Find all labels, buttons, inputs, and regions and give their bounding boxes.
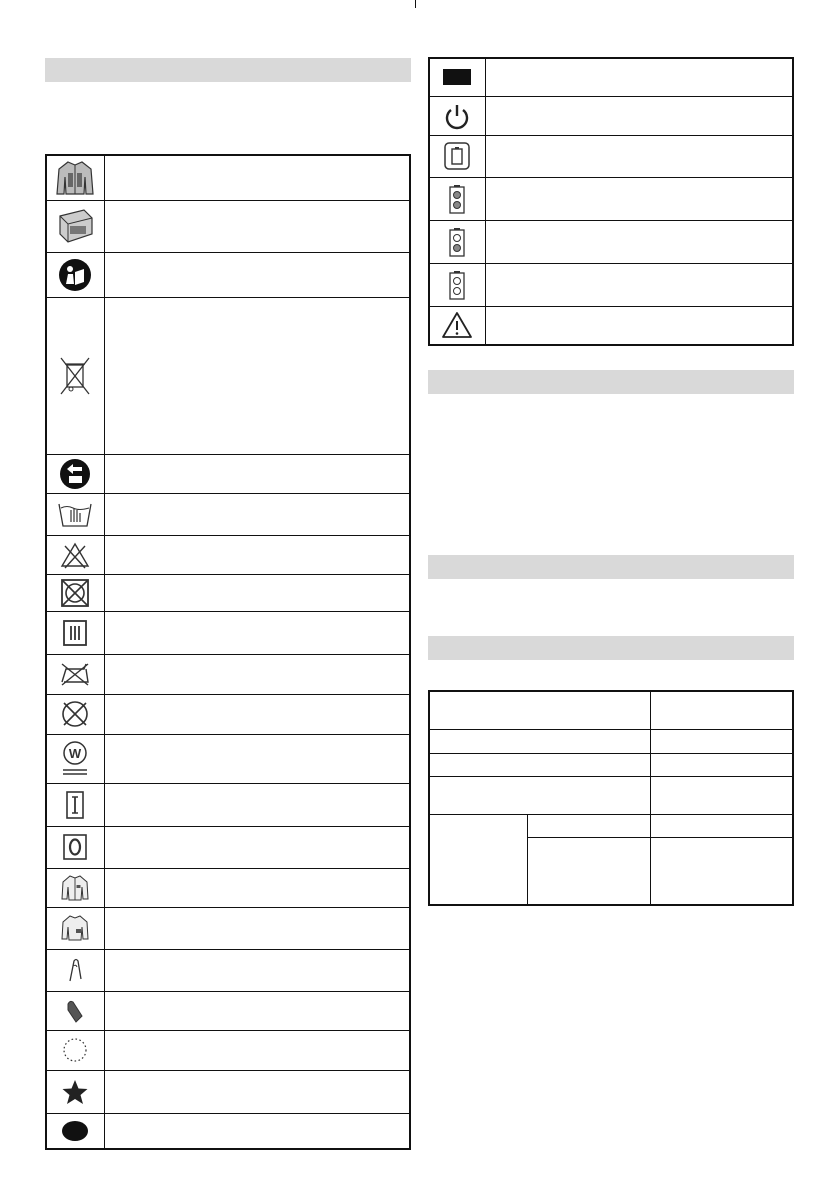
table-cell [650, 729, 793, 753]
list-item [104, 783, 410, 826]
table-row [46, 574, 410, 611]
list-item [104, 654, 410, 694]
list-item [104, 535, 410, 574]
heated-jacket-icon [46, 155, 104, 200]
do-not-tumble-dry-icon [46, 574, 104, 611]
list-item [104, 907, 410, 949]
table-row [46, 826, 410, 868]
table-cell [429, 776, 650, 814]
table-cell [650, 691, 793, 729]
list-item [104, 155, 410, 200]
table-row [46, 654, 410, 694]
list-item [104, 493, 410, 535]
table-row [429, 691, 793, 729]
power-icon [429, 96, 485, 135]
list-item [485, 177, 793, 220]
table-cell [527, 814, 650, 837]
list-item [104, 734, 410, 783]
list-item [104, 1030, 410, 1070]
hand-wash-icon [46, 493, 104, 535]
table-row [429, 58, 793, 96]
solid-dot-icon [46, 1113, 104, 1149]
battery-charger-icon [46, 200, 104, 252]
table-cell [527, 837, 650, 905]
list-item [104, 949, 410, 991]
table-row [46, 783, 410, 826]
list-item [104, 252, 410, 297]
list-item [104, 991, 410, 1030]
table-row [429, 306, 793, 345]
section-header-bar [45, 58, 411, 82]
list-item [485, 96, 793, 135]
table-row [46, 694, 410, 734]
list-item [104, 574, 410, 611]
table-row [46, 252, 410, 297]
list-item [104, 611, 410, 654]
section-header-bar [428, 370, 794, 394]
table-row [429, 814, 793, 837]
table-cell [650, 837, 793, 905]
do-not-dry-clean-icon [46, 694, 104, 734]
list-item [104, 200, 410, 252]
jacket-front-icon [46, 868, 104, 907]
list-item [485, 220, 793, 263]
list-item [485, 306, 793, 345]
table-row [429, 177, 793, 220]
list-item [104, 1113, 410, 1149]
section-header-bar [428, 555, 794, 579]
jacket-back-icon [46, 907, 104, 949]
black-rectangle-icon [429, 58, 485, 96]
table-row [46, 1113, 410, 1149]
recycle-return-icon [46, 454, 104, 493]
flashing-light-icon [46, 1030, 104, 1070]
battery-two-lights-icon [429, 177, 485, 220]
list-item [485, 135, 793, 177]
table-row [429, 220, 793, 263]
symbol-table-right [428, 57, 794, 346]
table-row [46, 734, 410, 783]
list-item [104, 1070, 410, 1113]
table-row [429, 753, 793, 776]
battery-one-light-icon [429, 220, 485, 263]
list-item [104, 454, 410, 493]
table-row [46, 535, 410, 574]
table-row [429, 135, 793, 177]
table-row [46, 200, 410, 252]
specification-table [428, 690, 794, 906]
do-not-iron-icon [46, 654, 104, 694]
battery-icon [429, 135, 485, 177]
table-row [429, 96, 793, 135]
table-row [46, 454, 410, 493]
table-cell [650, 753, 793, 776]
on-switch-icon [46, 783, 104, 826]
table-row [46, 868, 410, 907]
list-item [485, 263, 793, 306]
table-row [46, 611, 410, 654]
off-switch-icon [46, 826, 104, 868]
table-cell [429, 814, 527, 905]
drip-dry-icon [46, 611, 104, 654]
table-cell [429, 753, 650, 776]
section-header-bar [428, 636, 794, 660]
battery-no-light-icon [429, 263, 485, 306]
table-row [46, 493, 410, 535]
table-cell [650, 776, 793, 814]
table-row [46, 155, 410, 200]
table-cell [429, 729, 650, 753]
table-row [46, 907, 410, 949]
symbol-table-left [45, 154, 411, 1150]
table-row [46, 991, 410, 1030]
list-item [104, 297, 410, 454]
table-row [429, 776, 793, 814]
table-cell [429, 691, 650, 729]
table-row [46, 1030, 410, 1070]
table-cell [650, 814, 793, 837]
finger-hold-icon [46, 991, 104, 1030]
do-not-bleach-icon [46, 535, 104, 574]
list-item [104, 868, 410, 907]
wet-clean-icon [46, 734, 104, 783]
read-manual-icon [46, 252, 104, 297]
crossed-out-bin-icon [46, 297, 104, 454]
warning-triangle-icon [429, 306, 485, 345]
list-item [104, 694, 410, 734]
table-row [46, 297, 410, 454]
table-row [429, 729, 793, 753]
table-row [46, 1070, 410, 1113]
svg-text:W: W [69, 745, 82, 761]
crop-mark [415, 0, 416, 8]
list-item [104, 826, 410, 868]
table-row [46, 949, 410, 991]
finger-press-icon [46, 949, 104, 991]
star-icon [46, 1070, 104, 1113]
table-row [429, 263, 793, 306]
list-item [485, 58, 793, 96]
